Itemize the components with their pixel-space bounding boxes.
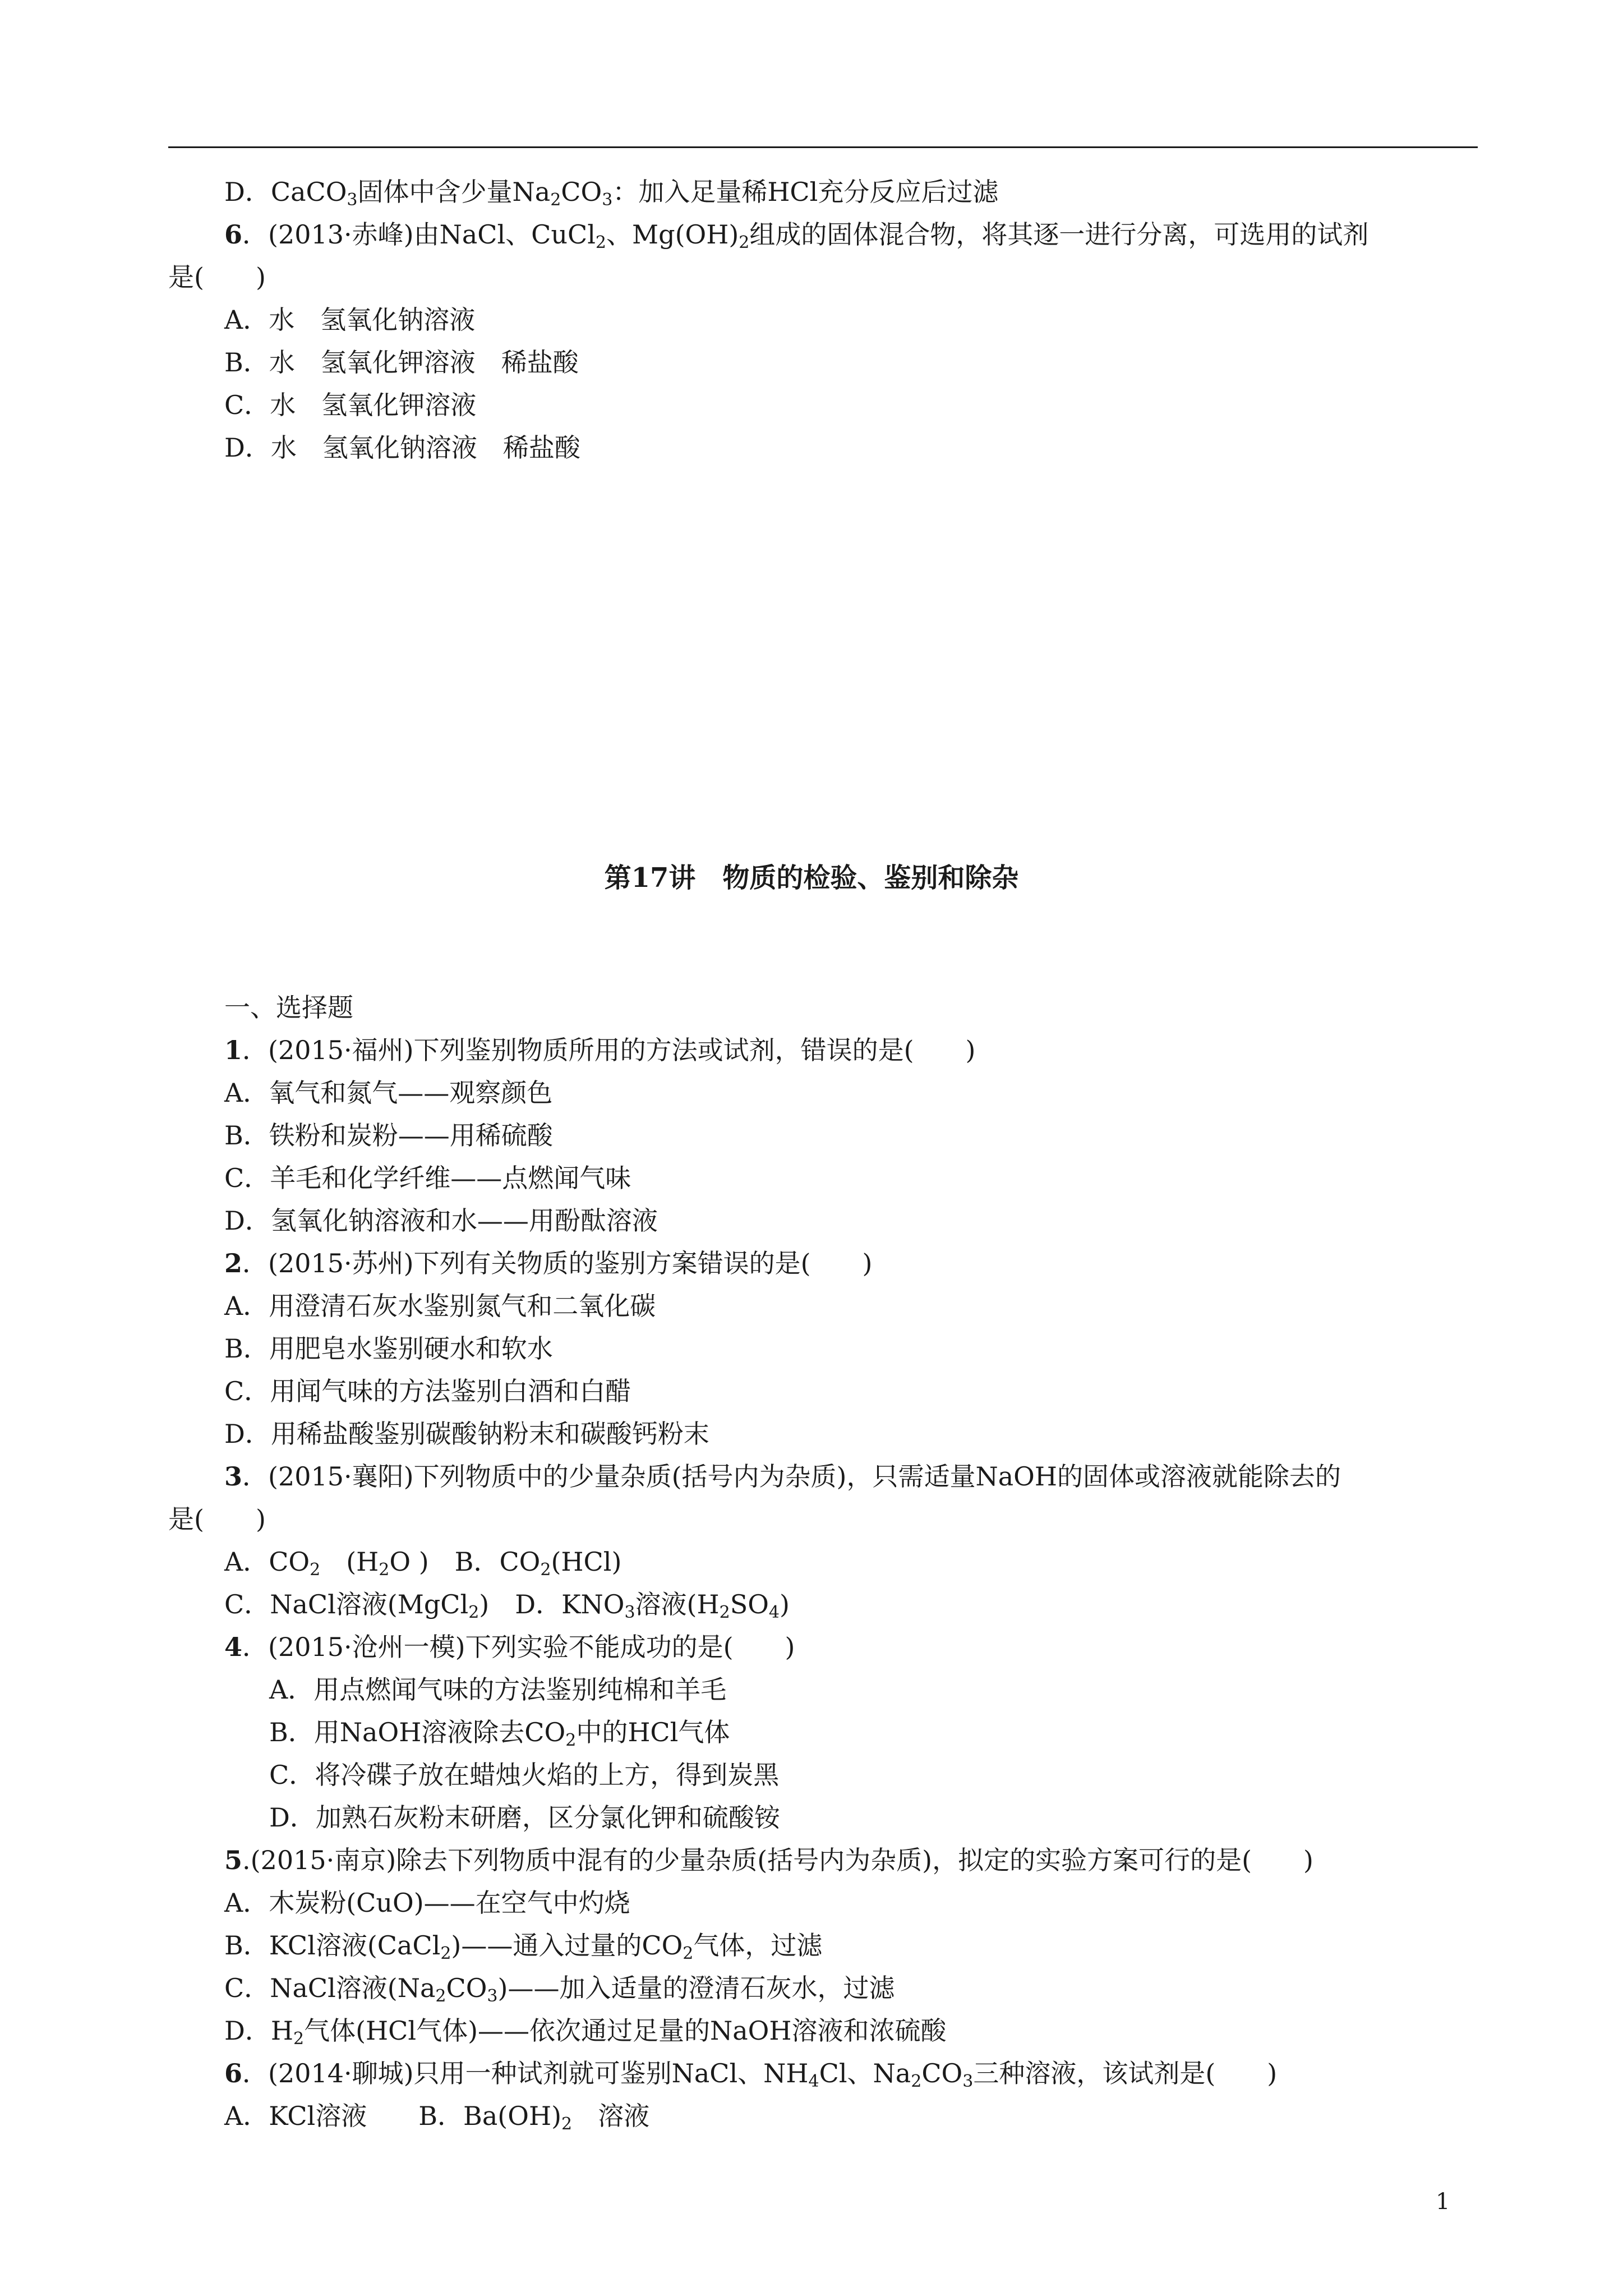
q5-option-b: B．KCl溶液(CaCl$_2$)——通入过量的$CO_2$气体，过滤 bbox=[224, 1930, 823, 1963]
q1-option-d: D．氢氧化钠溶液和水——用酚酞溶液 bbox=[224, 1205, 658, 1236]
question-6-line1: 6．(2013·赤峰)由NaCl、CuCl$_2$、$Mg(OH)_2$组成的固体混合物，将其逐一进行分离，可选用的试剂 bbox=[224, 219, 1369, 252]
q4-option-b: B．用NaOH溶液除去$CO_2$中的HCl气体 bbox=[269, 1717, 730, 1750]
question-3-line2: 是( ) bbox=[168, 1504, 266, 1534]
lecture-title: 第17讲 物质的检验、鉴别和除杂 bbox=[604, 862, 1019, 894]
option-d-caco3: D．CaCO$_3$固体中含少量$Na_2CO_3$：加入足量稀HCl充分反应后过滤 bbox=[224, 177, 999, 210]
question-4: 4．(2015·沧州一模)下列实验不能成功的是( ) bbox=[224, 1632, 795, 1662]
option-c: C．水 氢氧化钾溶液 bbox=[224, 390, 477, 420]
option-d: D．水 氢氧化钠溶液 稀盐酸 bbox=[224, 432, 580, 463]
q5-option-d: D．$H_2$气体(HCl气体)——依次通过足量的NaOH溶液和浓硫酸 bbox=[224, 2016, 947, 2049]
q5-option-c: C．NaCl溶液$(Na_2CO_3)——$加入适量的澄清石灰水，过滤 bbox=[224, 1973, 895, 2006]
page-number: 1 bbox=[1436, 2189, 1450, 2215]
option-b: B．水 氢氧化钾溶液 稀盐酸 bbox=[224, 347, 579, 378]
q1-option-a: A．氧气和氮气——观察颜色 bbox=[224, 1078, 553, 1108]
q5-option-a: A．木炭粉(CuO)——在空气中灼烧 bbox=[224, 1888, 630, 1918]
q1-option-c: C．羊毛和化学纤维——点燃闻气味 bbox=[224, 1163, 631, 1193]
option-a: A．水 氢氧化钠溶液 bbox=[224, 305, 476, 335]
header-rule bbox=[168, 146, 1478, 148]
q2-option-c: C．用闻气味的方法鉴别白酒和白醋 bbox=[224, 1376, 631, 1406]
question-6-line2: 是( ) bbox=[168, 262, 266, 292]
question-6b: 6．(2014·聊城)只用一种试剂就可鉴别NaCl、$NH_4Cl$、$Na_2CO_3$三种溶液，该试剂是( ) bbox=[224, 2058, 1278, 2091]
question-1: 1．(2015·福州)下列鉴别物质所用的方法或试剂，错误的是( ) bbox=[224, 1035, 976, 1065]
q3-options-ab: A．$CO_2$ ($H_2O$ ) B．$CO_2(HCl)$ bbox=[224, 1547, 622, 1580]
q4-option-d: D．加熟石灰粉末研磨，区分氯化钾和硫酸铵 bbox=[269, 1802, 780, 1833]
q6b-options: A．KCl溶液 B．$Ba(OH)_2$ 溶液 bbox=[224, 2101, 650, 2134]
q4-option-a: A．用点燃闻气味的方法鉴别纯棉和羊毛 bbox=[269, 1674, 727, 1705]
q3-options-cd: C．NaCl溶液(MgCl$_2$) D．$KNO_3$溶液$(H_2SO_4)$ bbox=[224, 1589, 790, 1622]
q2-option-b: B．用肥皂水鉴别硬水和软水 bbox=[224, 1333, 553, 1364]
q2-option-a: A．用澄清石灰水鉴别氮气和二氧化碳 bbox=[224, 1291, 656, 1321]
question-2: 2．(2015·苏州)下列有关物质的鉴别方案错误的是( ) bbox=[224, 1248, 873, 1278]
section-heading: 一、选择题 bbox=[224, 992, 353, 1023]
question-3-line1: 3．(2015·襄阳)下列物质中的少量杂质(括号内为杂质)，只需适量NaOH的固体或溶液就能除去的 bbox=[224, 1461, 1341, 1492]
question-5: 5.(2015·南京)除去下列物质中混有的少量杂质(括号内为杂质)，拟定的实验方案可行的是( ) bbox=[224, 1845, 1314, 1875]
q4-option-c: C．将冷碟子放在蜡烛火焰的上方，得到炭黑 bbox=[269, 1760, 780, 1790]
q2-option-d: D．用稀盐酸鉴别碳酸钠粉末和碳酸钙粉末 bbox=[224, 1419, 709, 1449]
q1-option-b: B．铁粉和炭粉——用稀硫酸 bbox=[224, 1120, 553, 1151]
